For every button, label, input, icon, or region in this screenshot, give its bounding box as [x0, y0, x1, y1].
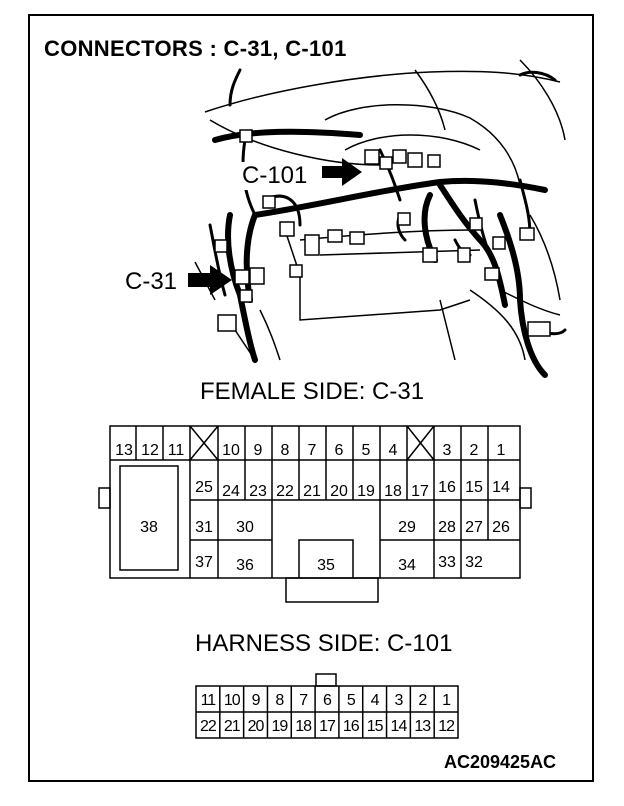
harness-pin-label: 4 [370, 692, 379, 709]
figure-code: AC209425AC [444, 752, 557, 772]
harness-pin-label: 5 [346, 692, 355, 709]
female-pin-label: 4 [388, 442, 398, 459]
female-pin-label: 11 [167, 442, 185, 459]
female-pin-label: 30 [236, 519, 254, 536]
harness-pin-label: 16 [342, 718, 359, 735]
female-pin-label: 6 [334, 442, 344, 459]
harness-pin-label: 21 [223, 718, 240, 735]
harness-pin-label: 3 [394, 692, 403, 709]
female-pin-label: 20 [330, 483, 348, 500]
female-pin-label: 2 [469, 442, 479, 459]
diagram-title: CONNECTORS : C-31, C-101 [44, 36, 347, 61]
harness-pin-label: 10 [223, 692, 240, 709]
female-pin-label: 19 [357, 483, 375, 500]
harness-pin-label: 20 [247, 718, 264, 735]
harness-pin-label: 8 [275, 692, 284, 709]
harness-pin-label: 15 [366, 718, 383, 735]
harness-side-caption: HARNESS SIDE: C-101 [195, 630, 453, 657]
female-pin-label: 34 [398, 557, 416, 574]
female-pin-label: 8 [280, 442, 290, 459]
female-pin-label: 14 [492, 479, 510, 496]
female-pin-label: 16 [438, 479, 456, 496]
harness-pin-label: 17 [319, 718, 335, 735]
callout-c31: C-31 [125, 268, 178, 295]
female-pin-label: 10 [222, 442, 240, 459]
female-pin-label: 32 [465, 554, 483, 571]
female-pin-label: 17 [411, 483, 429, 500]
female-pin-label: 22 [276, 483, 294, 500]
female-pin-label: 27 [465, 519, 483, 536]
female-pin-label: 12 [141, 442, 159, 459]
harness-pin-label: 19 [271, 718, 288, 735]
female-pin-label: 5 [361, 442, 371, 459]
harness-pin-label: 14 [390, 718, 407, 735]
harness-pin-label: 7 [299, 692, 308, 709]
female-pin-label: 13 [115, 442, 133, 459]
female-pin-label: 36 [236, 557, 254, 574]
harness-pin-label: 11 [200, 692, 216, 709]
female-pin-label: 37 [195, 554, 213, 571]
female-pin-label: 21 [303, 483, 321, 500]
female-pin-label: 3 [442, 442, 452, 459]
harness-pin-label: 18 [295, 718, 312, 735]
harness-pin-label: 12 [438, 718, 454, 735]
harness-pin-label: 9 [251, 692, 260, 709]
harness-pin-label: 22 [200, 718, 216, 735]
female-pin-label: 33 [438, 554, 456, 571]
callout-c101: C-101 [242, 162, 308, 189]
female-side-caption: FEMALE SIDE: C-31 [200, 378, 425, 405]
female-pin-label: 23 [249, 483, 267, 500]
female-pin-label: 28 [438, 519, 456, 536]
female-pin-label: 1 [496, 442, 506, 459]
female-pin-label: 18 [384, 483, 402, 500]
harness-pin-label: 13 [414, 718, 431, 735]
female-pin-label: 25 [195, 479, 213, 496]
female-pin-label: 15 [465, 479, 483, 496]
female-pin-label: 9 [253, 442, 263, 459]
harness-pin-label: 1 [442, 692, 451, 709]
female-pin-label: 26 [492, 519, 510, 536]
female-pin-label: 24 [222, 483, 240, 500]
female-pin-label: 29 [398, 519, 416, 536]
female-pin-label: 31 [195, 519, 213, 536]
harness-pin-label: 6 [323, 692, 331, 709]
female-pin-label: 35 [317, 557, 335, 574]
female-pin-label: 38 [140, 519, 158, 536]
harness-pin-label: 2 [418, 692, 427, 709]
female-pin-label: 7 [307, 442, 317, 459]
